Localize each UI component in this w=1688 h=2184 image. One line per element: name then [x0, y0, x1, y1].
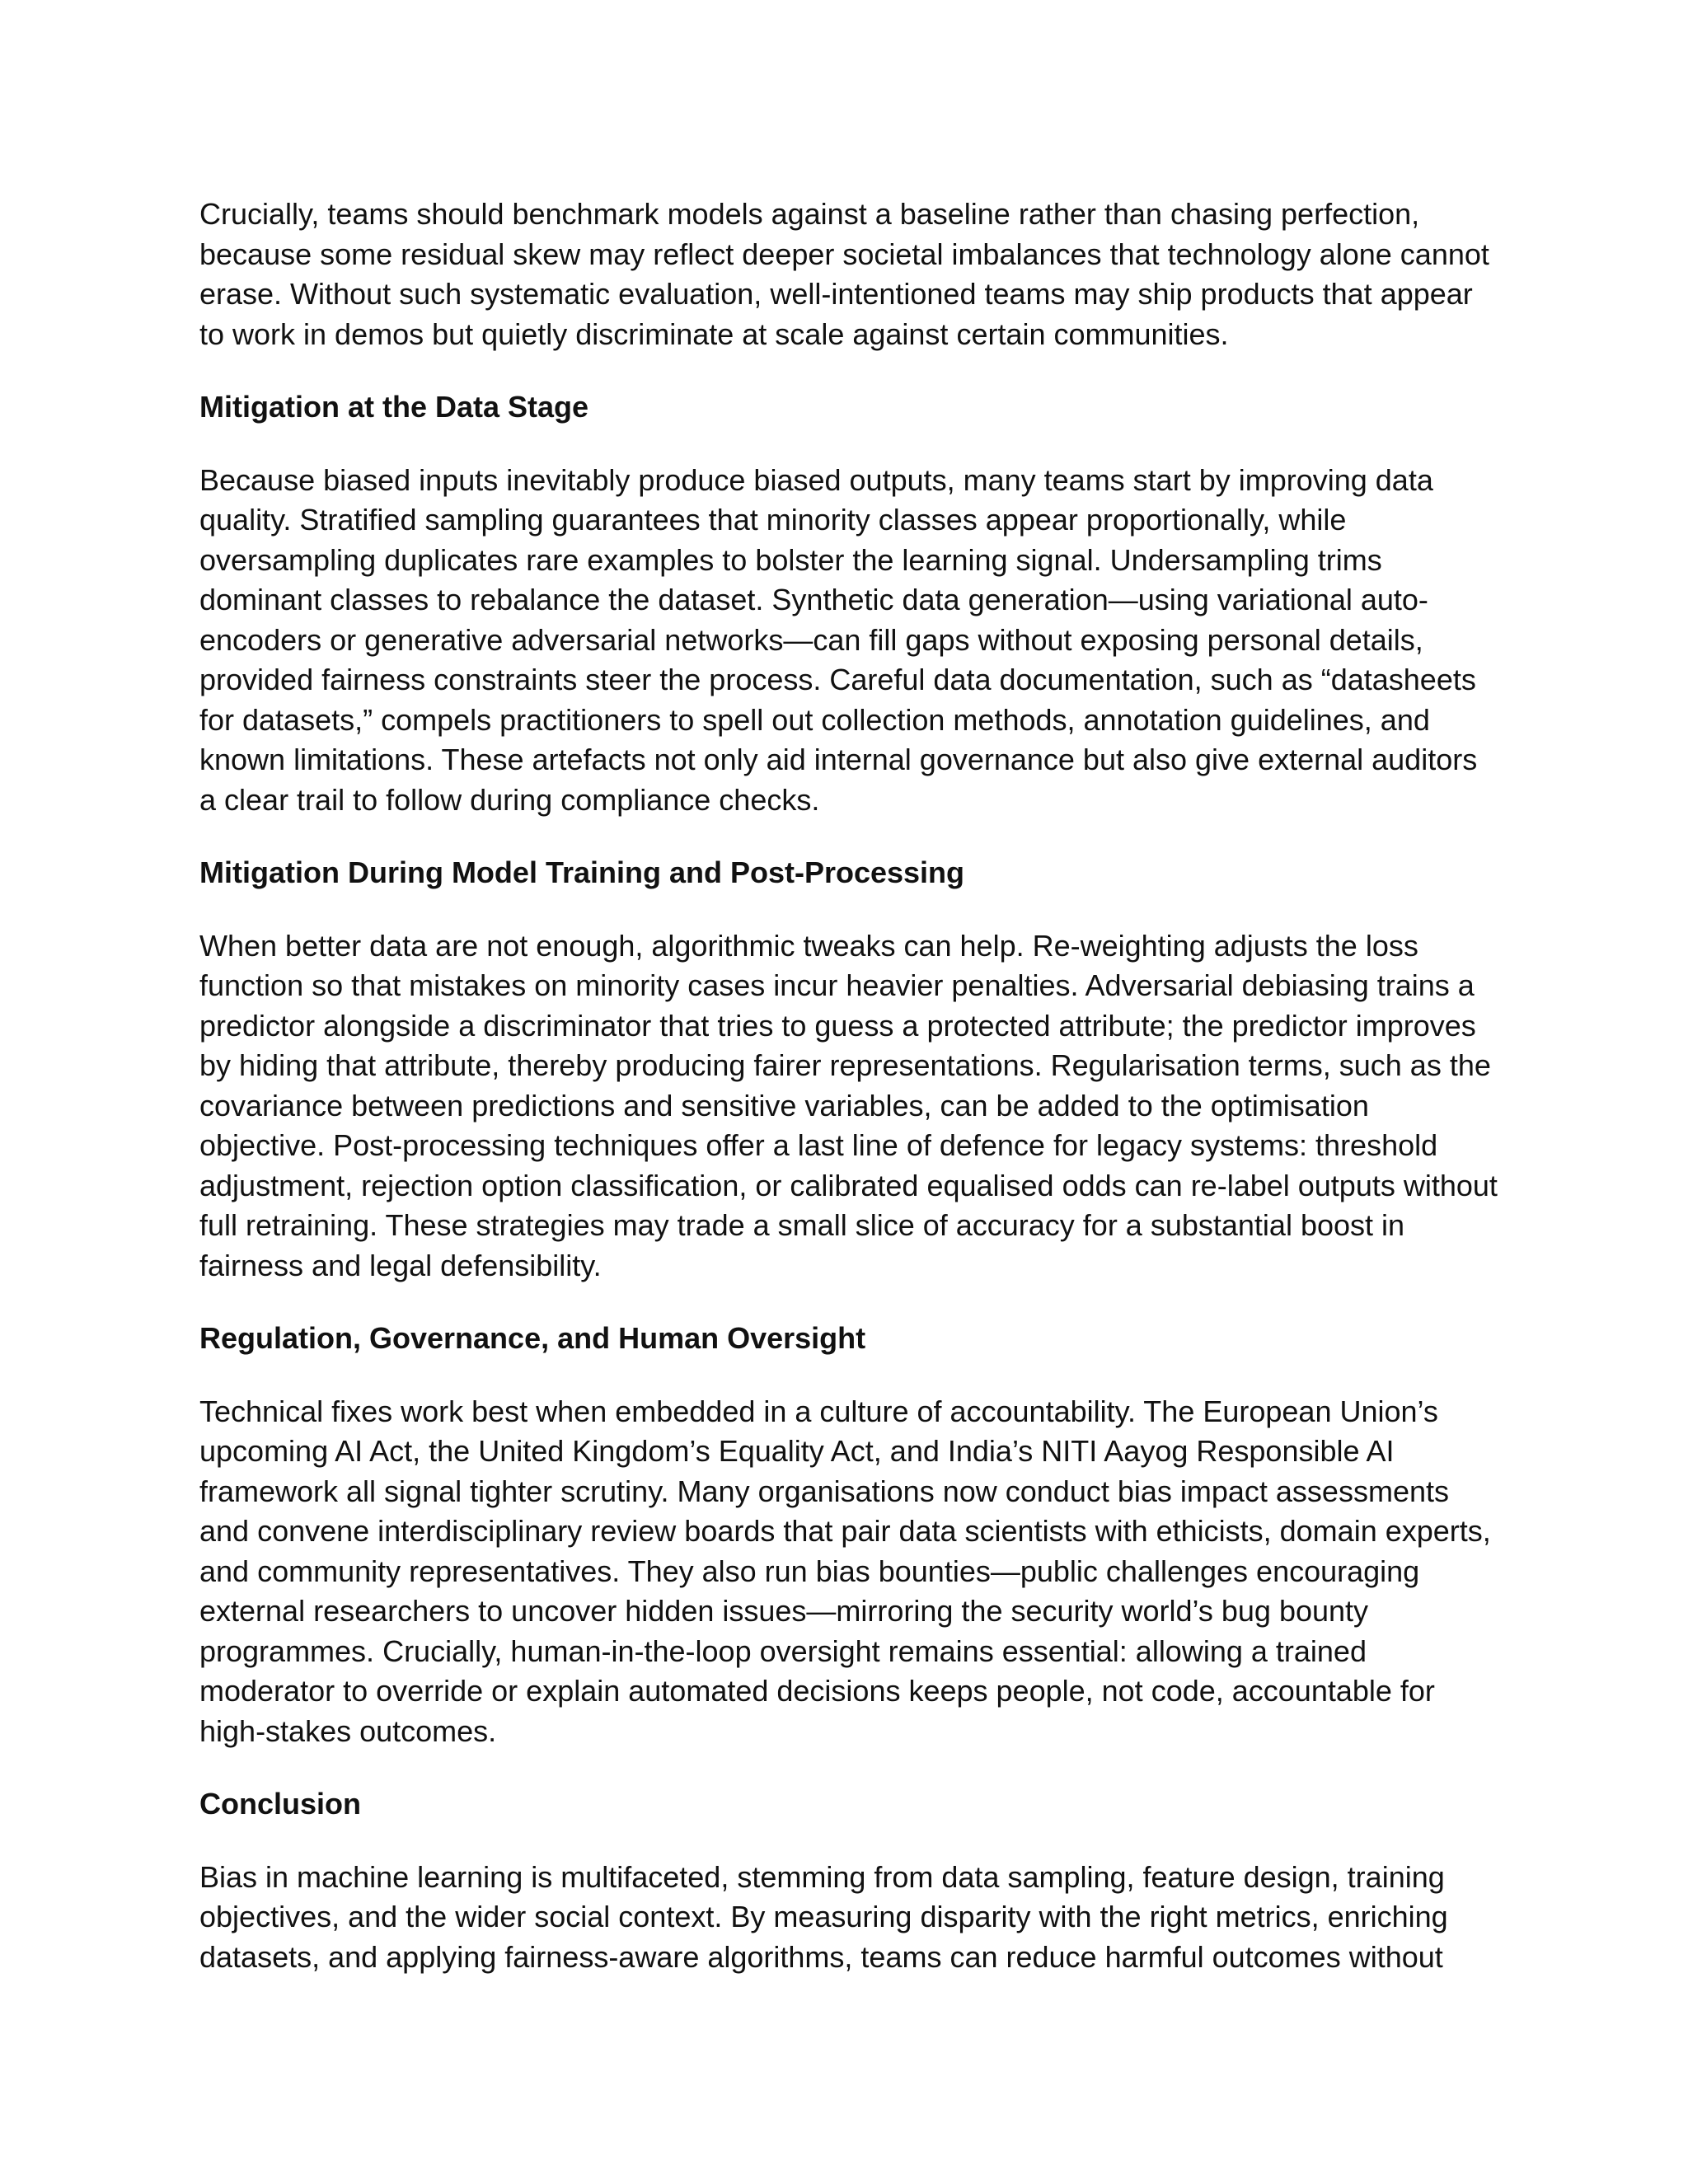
section-body-data-stage: Because biased inputs inevitably produce biased outputs, many teams start by improving data quality. Stratified sampling guarantees that minority classes appear proportionally, while oversampling duplicates rare examples to bolster the learning signal. Undersampling trims dominant classes to rebalance the dataset. Synthetic data generation—using variational auto-encoders or generative adversarial networks—can fill gaps without exposing personal details, provided fairness constraints steer the process. Careful data documentation, such as “datasheets for datasets,” compels practitioners to spell out collection methods, annotation guidelines, and known limitations. These artefacts not only aid internal governance but also give external auditors a clear trail to follow during compliance checks.: [199, 462, 1478, 817]
document-body: [199, 194, 1502, 1977]
section-body-regulation: Technical fixes work best when embedded in a culture of accountability. The European Union’s upcoming AI Act, the United Kingdom’s Equality Act, and India’s NITI Aayog Responsible AI framework all signal tighter scrutiny. Many organisations now conduct bias impact assessments and convene interdisciplinary review boards that pair data scientists with ethicists, domain experts, and community representatives. They also run bias bounties—public challenges encouraging external researchers to uncover hidden issues—mirroring the security world’s bug bounty programmes. Crucially, human-in-the-loop oversight remains essential: allowing a trained moderator to override or explain automated decisions keeps people, not code, accountable for high-stakes outcomes.: [199, 1394, 1491, 1748]
section-body-conclusion: Bias in machine learning is multifaceted, stemming from data sampling, feature design, training objectives, and the wider social context. By measuring disparity with the right metrics, enriching datasets, and applying fairness-aware algorithms, teams can reduce harmful outcomes without: [199, 1859, 1448, 1974]
intro-paragraph: Crucially, teams should benchmark models against a baseline rather than chasing perfection, because some residual skew may reflect deeper societal imbalances that technology alone cannot erase. Without such systematic evaluation, well-intentioned teams may ship products that appear to work in demos but quietly discriminate at scale against certain communities.: [199, 197, 1489, 351]
section-heading-regulation: Regulation, Governance, and Human Oversight: [199, 1321, 866, 1355]
section-body-model-training: When better data are not enough, algorithmic tweaks can help. Re-weighting adjusts the loss function so that mistakes on minority cases incur heavier penalties. Adversarial debiasing trains a predictor alongside a discriminator that tries to guess a protected attribute; the predictor improves by hiding that attribute, thereby producing fairer representations. Regularisation terms, such as the covariance between predictions and sensitive variables, can be added to the optimisation objective. Post-processing techniques offer a last line of defence for legacy systems: threshold adjustment, rejection option classification, or calibrated equalised odds can re-label outputs without full retraining. These strategies may trade a small slice of accuracy for a substantial boost in fairness and legal defensibility.: [199, 928, 1498, 1282]
section-heading-model-training: Mitigation During Model Training and Post-Processing: [199, 855, 965, 889]
section-heading-data-stage: Mitigation at the Data Stage: [199, 390, 589, 424]
section-heading-conclusion: Conclusion: [199, 1787, 361, 1821]
